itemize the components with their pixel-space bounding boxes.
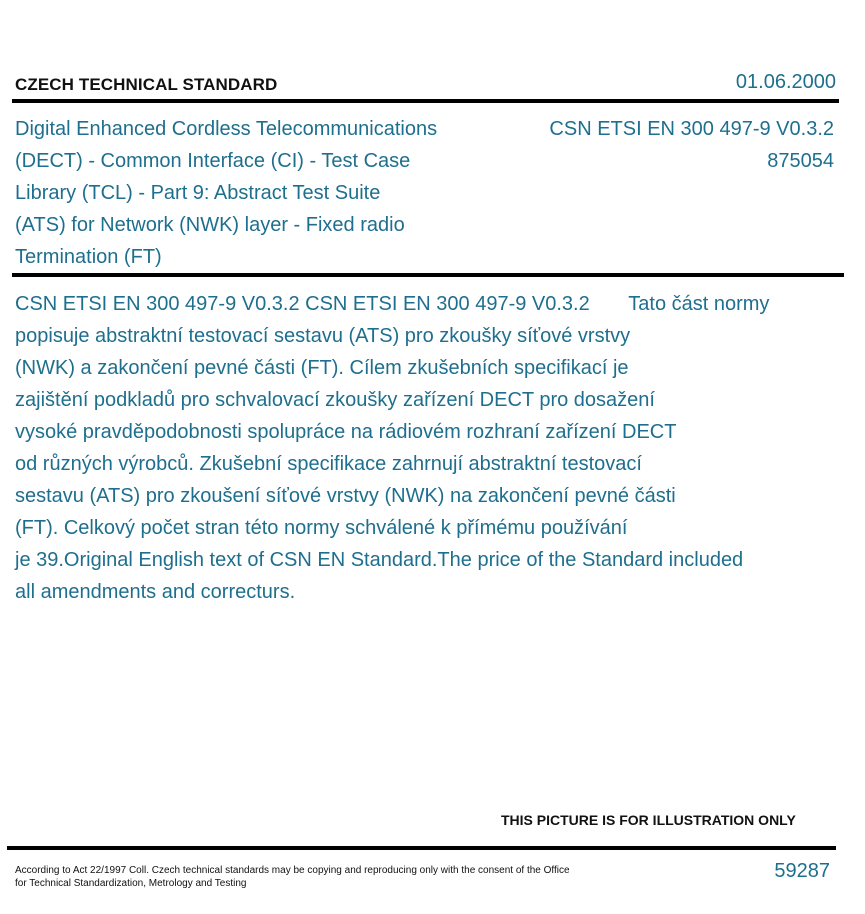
standard-code: CSN ETSI EN 300 497-9 V0.3.2 — [549, 118, 834, 140]
title-line: Termination (FT) — [15, 246, 162, 268]
standard-title — [15, 113, 485, 273]
title-line: (ATS) for Network (NWK) layer - Fixed radio — [15, 214, 405, 236]
abstract-line: zajištění podkladů pro schvalovací zkoušky zařízení DECT pro dosažení — [15, 389, 655, 411]
abstract-line: od různých výrobců. Zkušební specifikace zahrnují abstraktní testovací — [15, 453, 642, 475]
abstract-line: CSN ETSI EN 300 497-9 V0.3.2 CSN ETSI EN 300 497-9 V0.3.2 Tato část normy — [15, 293, 770, 315]
title-line: (DECT) - Common Interface (CI) - Test Case — [15, 150, 411, 172]
publication-date: 01.06.2000 — [735, 71, 836, 93]
standard-identifiers — [549, 113, 834, 177]
document-type-label: CZECH TECHNICAL STANDARD — [15, 75, 278, 94]
title-divider — [12, 273, 844, 277]
abstract-line: popisuje abstraktní testovací sestavu (ATS) pro zkoušky síťové vrstvy — [15, 325, 631, 347]
abstract-line: vysoké pravděpodobnosti spolupráce na rádiovém rozhraní zařízení DECT — [15, 421, 677, 443]
footer-divider — [7, 846, 836, 850]
title-line: Library (TCL) - Part 9: Abstract Test Suite — [15, 182, 381, 204]
abstract-line: je 39.Original English text of CSN EN Standard.The price of the Standard included — [15, 549, 744, 571]
legal-notice-line: for Technical Standardization, Metrology and Testing — [15, 878, 247, 889]
document-number: 59287 — [774, 860, 830, 882]
legal-notice-line: According to Act 22/1997 Coll. Czech technical standards may be copying and reproducing only with the consent of the Office — [15, 865, 570, 876]
header-divider — [12, 99, 839, 103]
catalog-number: 875054 — [767, 150, 834, 172]
abstract-line: sestavu (ATS) pro zkoušení síťové vrstvy (NWK) na zakončení pevné části — [15, 485, 676, 507]
illustration-disclaimer: THIS PICTURE IS FOR ILLUSTRATION ONLY — [501, 812, 796, 828]
legal-notice — [15, 864, 595, 890]
abstract-line: (NWK) a zakončení pevné části (FT). Cílem zkušebních specifikací je — [15, 357, 629, 379]
abstract-text — [15, 288, 833, 608]
abstract-line: all amendments and correcturs. — [15, 581, 296, 603]
title-line: Digital Enhanced Cordless Telecommunications — [15, 118, 438, 140]
abstract-line: (FT). Celkový počet stran této normy schválené k přímému používání — [15, 517, 628, 539]
